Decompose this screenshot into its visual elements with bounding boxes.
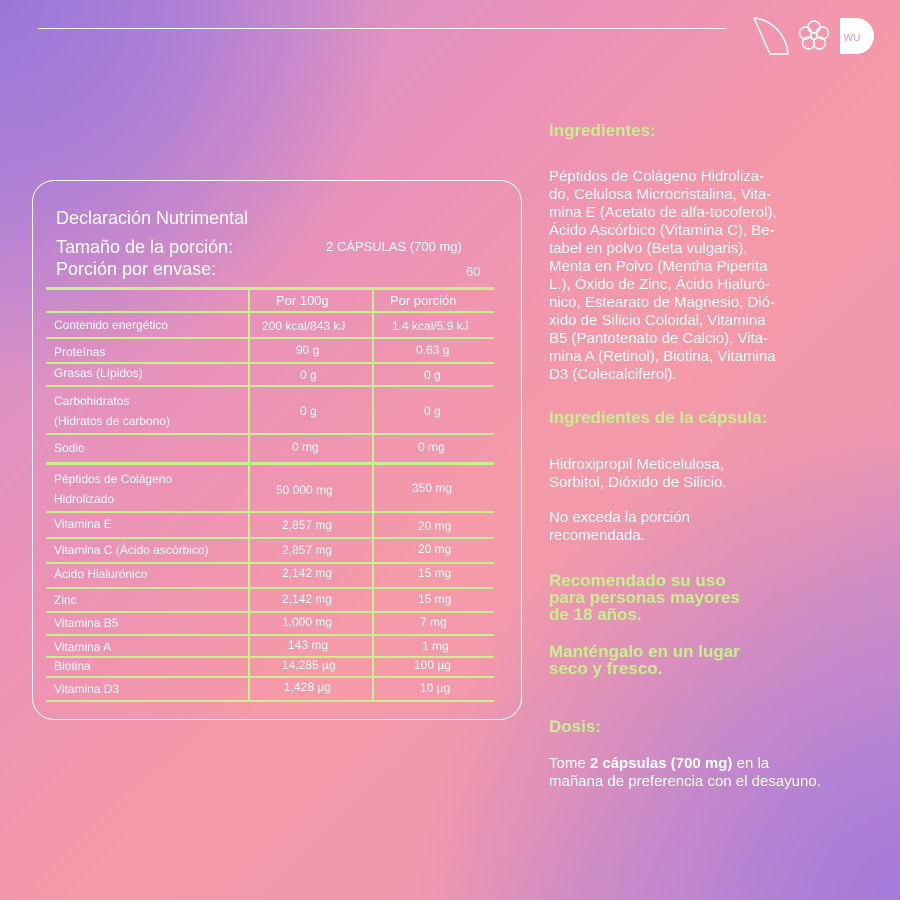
row-name: Sodio: [54, 441, 85, 455]
table-divider: [46, 337, 494, 339]
row-per-serving: 0 mg: [418, 440, 445, 454]
row-per-100g: 0 g: [300, 368, 317, 382]
table-top-rule: [46, 287, 494, 290]
ingredients-text: Péptidos de Colágeno Hidroliza- do, Celulosa Microcristalina, Vita- mina E (Acetato de alfa-tocoferol), Ácido Ascórbico (Vitamina C), Be- tabel en polvo (Beta vulgaris), Menta en Polvo (Mentha Piperita L.), Óxido de Zinc, Ácido Hialuró- nico, Estearato de Magnesio, Dió- xido de Silicio Coloidal, Vitamina B5 (Pantotenato de Calcio), Vita- mina A (Retinol), Biotina, Vitamina D3 (Colecalciferol).: [549, 168, 777, 383]
row-per-serving: 7 mg: [420, 615, 447, 629]
row-per-serving: 0 g: [424, 368, 441, 382]
table-divider: [46, 511, 494, 513]
row-per-serving: 20 mg: [418, 519, 452, 533]
row-per-100g: 2,142 mg: [282, 592, 333, 606]
column-header-per-serving: Por porción: [390, 293, 457, 308]
column-divider: [372, 288, 374, 700]
servings-per-container-label: Porción por envase:: [56, 259, 217, 279]
row-per-serving: 15 mg: [418, 592, 452, 606]
storage-notice: Manténgalo en un lugar seco y fresco.: [549, 642, 740, 678]
row-per-100g: 143 mg: [288, 638, 329, 652]
quarter-circle-icon: [752, 16, 790, 56]
row-per-100g: 50 000 mg: [276, 483, 333, 497]
dosage-warning-text: No exceda la porción recomendada.: [549, 509, 690, 544]
row-per-serving: 1 mg: [422, 639, 449, 653]
row-per-100g: 2,857 mg: [282, 543, 333, 557]
row-per-100g: 2,857 mg: [282, 518, 333, 532]
dose-amount: 2 cápsulas (700 mg): [589, 755, 733, 772]
row-name: Vitamina A: [54, 640, 112, 654]
row-name: Contenido energético: [54, 318, 169, 332]
table-mid-rule: [46, 462, 494, 465]
row-per-serving: 350 mg: [412, 481, 453, 495]
serving-size-label: Tamaño de la porción:: [56, 237, 234, 257]
table-divider: [46, 587, 494, 589]
table-divider: [46, 676, 494, 678]
column-divider: [248, 288, 250, 700]
servings-per-container-value: 60: [466, 264, 481, 279]
table-divider: [46, 611, 494, 613]
row-per-serving: 100 µg: [414, 658, 451, 672]
row-per-100g: 0 g: [300, 404, 317, 418]
row-name: Vitamina C (Ácido ascórbico): [54, 543, 209, 557]
row-per-serving: 15 mg: [418, 566, 452, 580]
capsule-ingredients-text: Hidroxipropil Meticelulosa, Sorbitol, Dióxido de Silicio.: [549, 456, 727, 491]
row-per-100g: 0 mg: [292, 440, 319, 454]
table-divider: [46, 562, 494, 564]
row-per-100g: 1,000 mg: [282, 615, 333, 629]
row-per-serving: 0 g: [424, 404, 441, 418]
nutrition-title: Declaración Nutrimental: [56, 208, 249, 228]
table-divider: [46, 634, 494, 636]
row-per-serving: 1.4 kcal/5.9 kJ: [392, 319, 469, 333]
table-divider: [46, 537, 494, 539]
column-header-per-100g: Por 100g: [276, 293, 329, 308]
table-divider: [46, 311, 494, 313]
row-per-serving: 20 mg: [418, 542, 452, 556]
brand-badge-icon: [838, 16, 876, 56]
row-per-100g: 200 kcal/843 kJ: [262, 319, 346, 333]
row-name: Vitamina D3: [54, 682, 120, 696]
row-name: Proteínas: [54, 345, 106, 359]
brand-badge-text: WU: [843, 33, 861, 44]
brand-logos: [752, 16, 876, 58]
row-per-100g: 2,142 mg: [282, 566, 333, 580]
row-per-serving: 0.63 g: [416, 343, 450, 357]
flower-icon: [796, 18, 832, 54]
row-per-100g: 14,285 µg: [282, 658, 336, 672]
dose-text: Tome 2 cápsulas (700 mg) en la mañana de preferencia con el desayuno.: [549, 755, 821, 790]
row-name: Zinc: [54, 593, 77, 607]
table-divider: [46, 362, 494, 364]
row-name: Vitamina B5: [54, 616, 119, 630]
row-per-serving: 10 µg: [420, 681, 451, 695]
age-recommendation: Recomendado su uso para personas mayores de 18 años.: [549, 571, 740, 624]
dose-heading: Dosis:: [549, 717, 601, 736]
row-name: Péptidos de Colágeno: [54, 472, 173, 486]
row-name: Vitamina E: [54, 517, 112, 531]
capsule-ingredients-heading: Ingredientes de la cápsula:: [549, 408, 768, 427]
row-name-cont: (Hidratos de carbono): [54, 414, 171, 428]
serving-size-value: 2 CÁPSULAS (700 mg): [326, 239, 462, 254]
row-per-100g: 90 g: [296, 343, 320, 357]
table-divider: [46, 433, 494, 435]
row-per-100g: 1,428 µg: [284, 680, 331, 694]
table-divider: [46, 385, 494, 387]
row-name: Biotina: [54, 659, 91, 673]
row-name: Carbohidratos: [54, 394, 130, 408]
ingredients-heading: Ingredientes:: [549, 121, 656, 140]
row-name-cont: Hidrolizado: [54, 492, 115, 506]
row-name: Ácido Hialurónico: [54, 567, 148, 581]
row-name: Grasas (Lípidos): [54, 366, 143, 380]
top-divider: [38, 28, 726, 29]
table-bottom-rule: [46, 700, 494, 702]
